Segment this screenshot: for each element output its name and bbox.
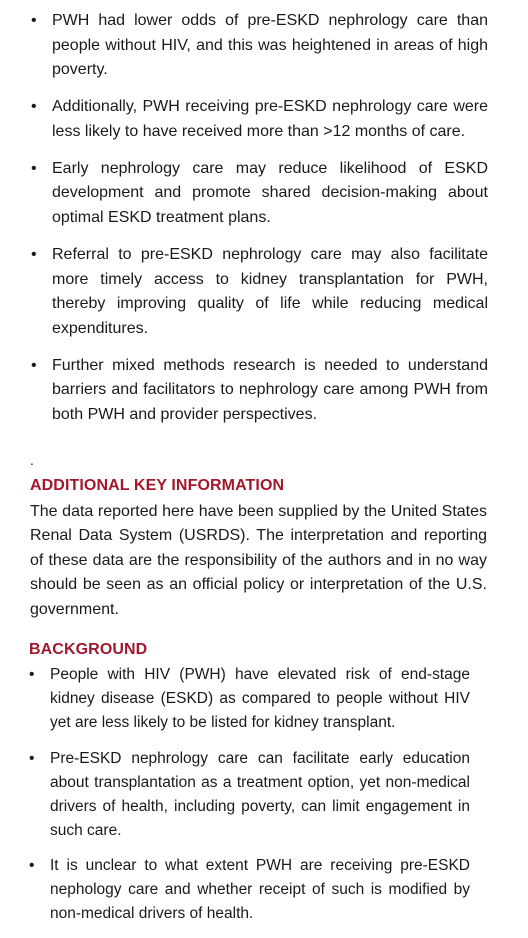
findings-list — [52, 9, 488, 440]
findings-item: • Early nephrology care may reduce likelihood of ESKD development and promote shared decision-making about optimal ESKD treatment plans. — [52, 157, 488, 231]
background-item: • Pre-ESKD nephrology care can facilitate early education about transplantation as a treatment option, yet non-medical drivers of health, including poverty, can limit engagement in such care. — [50, 747, 470, 843]
additional-info-heading: ADDITIONAL KEY INFORMATION — [30, 477, 285, 494]
findings-item: • Referral to pre-ESKD nephrology care may also facilitate more timely access to kidney transplantation for PWH, thereby improving quality of life while reducing medical expenditures. — [52, 243, 488, 341]
findings-item: • Further mixed methods research is needed to understand barriers and facilitators to nephrology care among PWH from both PWH and provider perspectives. — [52, 354, 488, 428]
background-item: • It is unclear to what extent PWH are receiving pre-ESKD nephology care and whether receipt of such is modified by non-medical drivers of health. — [50, 854, 470, 926]
stray-period-mark: . — [30, 452, 34, 468]
background-list — [50, 663, 470, 938]
background-item: • People with HIV (PWH) have elevated risk of end-stage kidney disease (ESKD) as compared to people without HIV yet are less likely to be listed for kidney transplant. — [50, 663, 470, 735]
background-heading: BACKGROUND — [29, 641, 148, 658]
findings-item: • PWH had lower odds of pre-ESKD nephrology care than people without HIV, and this was heightened in areas of high poverty. — [52, 9, 488, 83]
findings-item: • Additionally, PWH receiving pre-ESKD nephrology care were less likely to have received more than >12 months of care. — [52, 95, 488, 144]
additional-info-text: The data reported here have been supplied by the United States Renal Data System (USRDS). The interpretation and reporting of these data are the responsibility of the authors and in no way should be seen as an official policy or interpretation of the U.S. government. — [30, 503, 487, 618]
